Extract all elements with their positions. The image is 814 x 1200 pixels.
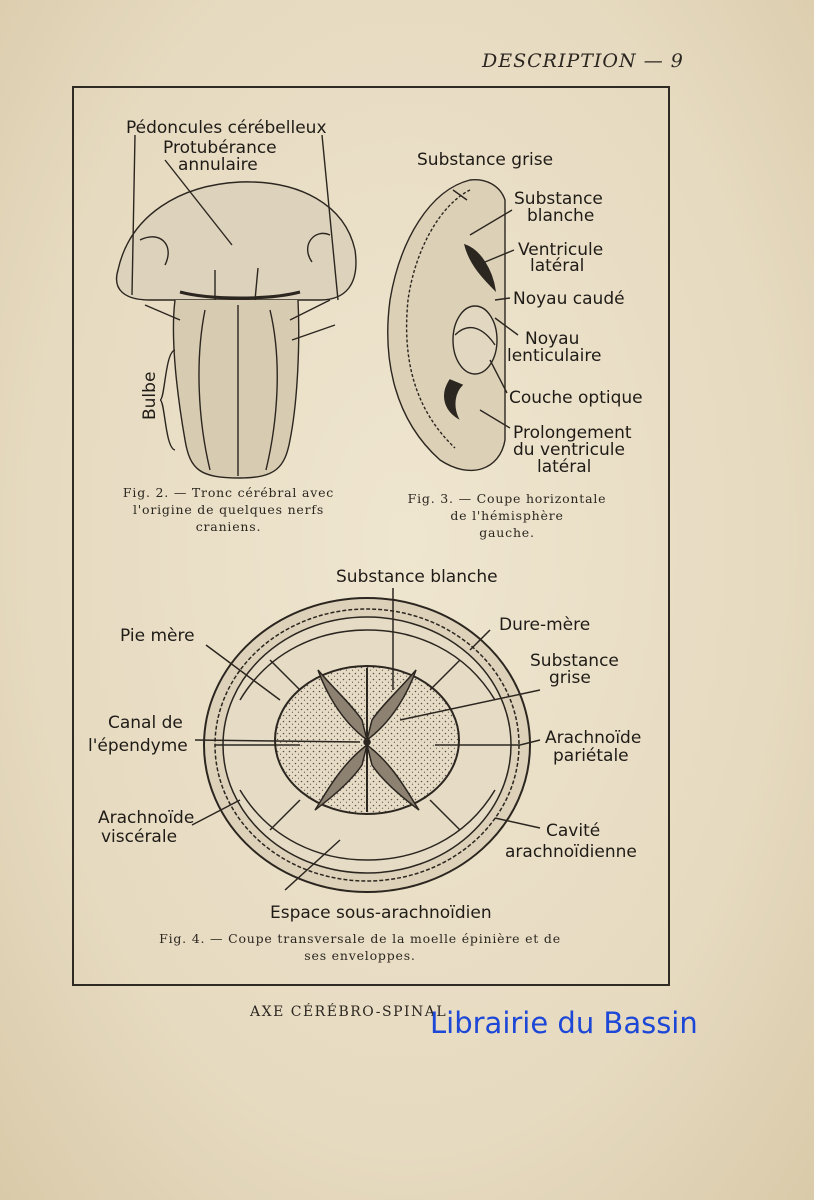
label-pie-mere: Pie mère	[120, 626, 195, 646]
fig2-caption-line2: l'origine de quelques nerfs	[132, 502, 325, 517]
page-number: — 9	[643, 50, 684, 72]
label-pedoncules: Pédoncules cérébelleux	[126, 118, 327, 138]
section-title: AXE CÉRÉBRO-SPINAL	[250, 1004, 448, 1020]
label-substance-grise-2: grise	[549, 668, 591, 688]
label-substance-blanche: Substance blanche	[336, 567, 498, 587]
label-ventricule-1: Ventricule	[518, 240, 604, 260]
fig4-caption-line1: Fig. 4. — Coupe transversale de la moelle épinière et de	[159, 931, 561, 946]
label-noyau-lent-1: Noyau	[525, 329, 580, 349]
label-ventricule-2: latéral	[530, 256, 585, 276]
label-protuberance-2: annulaire	[178, 155, 258, 175]
label-prolong-2: du ventricule	[513, 440, 625, 460]
figure-2-brainstem-drawing	[117, 135, 356, 478]
watermark: Librairie du Bassin	[430, 1006, 698, 1040]
label-noyau-caude: Noyau caudé	[513, 289, 625, 309]
label-substance-blanche-1: Substance	[514, 189, 603, 209]
label-espace: Espace sous-arachnoïdien	[270, 903, 492, 923]
fig3-caption-line1: Fig. 3. — Coupe horizontale	[407, 491, 607, 506]
label-canal-2: l'épendyme	[88, 736, 188, 756]
label-substance-grise: Substance grise	[417, 150, 554, 170]
fig2-caption-line1: Fig. 2. — Tronc cérébral avec	[122, 485, 335, 500]
figure-3-hemisphere-drawing	[388, 180, 518, 471]
fig2-caption-line3: craniens.	[195, 519, 262, 534]
figure-3-caption	[382, 490, 632, 541]
label-noyau-lent-2: lenticulaire	[507, 346, 602, 366]
label-arach-par-2: pariétale	[553, 746, 629, 766]
label-arach-visc-1: Arachnoïde	[98, 808, 195, 828]
figure-2-caption	[96, 484, 361, 535]
figure-4-caption	[110, 930, 610, 964]
label-cavite-1: Cavité	[546, 821, 601, 841]
label-canal-1: Canal de	[108, 713, 183, 733]
header-title: DESCRIPTION	[482, 50, 637, 72]
label-couche-optique: Couche optique	[509, 388, 643, 408]
label-cavite-2: arachnoïdienne	[505, 842, 637, 862]
label-bulbe: Bulbe	[140, 371, 160, 420]
label-arach-par-1: Arachnoïde	[545, 728, 642, 748]
fig4-caption-line2: ses enveloppes.	[304, 948, 416, 963]
label-substance-blanche-2: blanche	[527, 206, 595, 226]
fig3-caption-line2: de l'hémisphère	[450, 508, 564, 523]
label-prolong-3: latéral	[537, 457, 592, 477]
label-arach-visc-2: viscérale	[101, 827, 178, 847]
label-dure-mere: Dure-mère	[499, 615, 591, 635]
label-prolong-1: Prolongement	[513, 423, 632, 443]
figure-4-spinal-cord-drawing	[192, 588, 540, 892]
label-protuberance-1: Protubérance	[163, 138, 277, 158]
label-substance-grise-1: Substance	[530, 651, 619, 671]
fig3-caption-line3: gauche.	[479, 525, 535, 540]
